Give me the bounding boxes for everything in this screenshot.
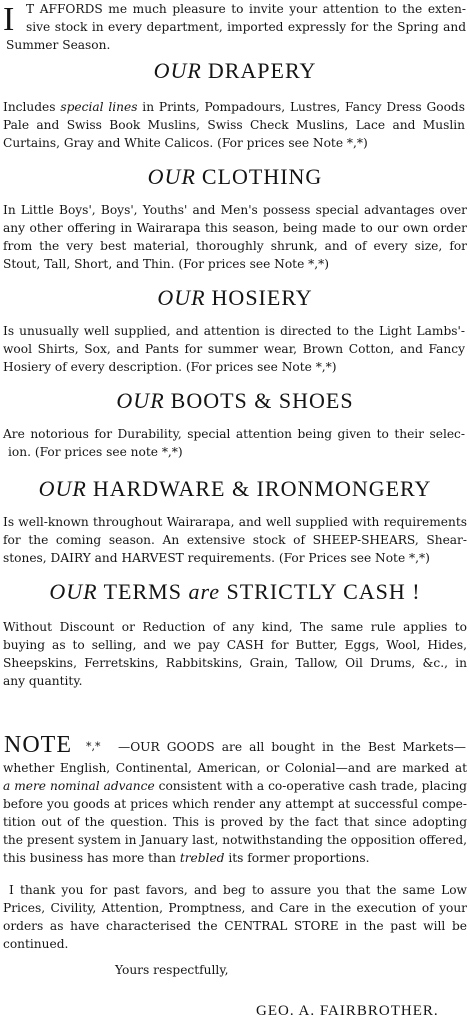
closing-line: orders as have characterised the CENTRAL STORE in the past will be	[3, 919, 467, 933]
clothing-line: In Little Boys', Boys', Youths' and Men's possess special advantages over	[3, 203, 467, 217]
note-line: this business has more than trebled its former proportions.	[3, 851, 370, 865]
note-mark: *,*	[86, 740, 101, 753]
intro-line: T AFFORDS me much pleasure to invite your attention to the exten-	[26, 2, 466, 16]
note-line: a mere nominal advance consistent with a co-operative cash trade, placing	[3, 779, 467, 793]
heading-drapery	[0, 58, 470, 84]
hardware-line: for the coming season. An extensive stock of SHEEP-SHEARS, Shear-	[3, 533, 467, 547]
heading-our: OUR	[153, 58, 202, 83]
closing-line: continued.	[3, 937, 69, 951]
terms-line: buying as to selling, and we pay CASH for Butter, Eggs, Wool, Hides,	[3, 638, 467, 652]
hosiery-line: Hosiery of every description. (For prices see Note *,*)	[3, 360, 337, 374]
note-line: before you goods at prices which render any attempt at successful compe-	[3, 797, 467, 811]
clothing-line: Stout, Tall, Short, and Thin. (For prices see Note *,*)	[3, 257, 329, 271]
intro-line: Summer Season.	[6, 38, 111, 52]
heading-title: STRICTLY CASH !	[226, 579, 421, 604]
closing-line: I thank you for past favors, and beg to assure you that the same Low	[9, 883, 467, 897]
drapery-line: Curtains, Gray and White Calicos. (For prices see Note *,*)	[3, 136, 368, 150]
heading-title: HOSIERY	[211, 285, 313, 310]
note-heading: NOTE	[4, 732, 72, 758]
heading-our: OUR	[38, 476, 87, 501]
heading-our: OUR	[157, 285, 206, 310]
note-line: the present system in January last, notwithstanding the opposition offered,	[3, 833, 467, 847]
drop-cap: I	[3, 1, 15, 38]
heading-our: OUR	[49, 579, 98, 604]
closing-line: Prices, Civility, Attention, Promptness, and Care in the execution of your	[3, 901, 467, 915]
boots-line: ion. (For prices see note *,*)	[8, 445, 183, 459]
clothing-line: from the very best material, thoroughly shrunk, and of every size, for	[3, 239, 467, 253]
heading-terms	[0, 579, 470, 605]
drapery-line: Pale and Swiss Book Muslins, Swiss Check Muslins, Lace and Muslin	[3, 118, 465, 132]
heading-title: DRAPERY	[207, 58, 317, 83]
terms-line: Sheepskins, Ferretskins, Rabbitskins, Grain, Tallow, Oil Drums, &c., in	[3, 656, 467, 670]
heading-hosiery	[0, 285, 470, 311]
closing-regards: Yours respectfully,	[115, 963, 229, 977]
heading-our: OUR	[116, 388, 165, 413]
heading-title: BOOTS & SHOES	[170, 388, 354, 413]
heading-hardware	[0, 476, 470, 502]
heading-title: TERMS	[103, 579, 182, 604]
intro-line: sive stock in every department, imported expressly for the Spring and	[26, 20, 466, 34]
heading-boots-shoes	[0, 388, 470, 414]
terms-line: Without Discount or Reduction of any kind, The same rule applies to	[3, 620, 467, 634]
heading-title: HARDWARE & IRONMONGERY	[92, 476, 432, 501]
hosiery-line: Is unusually well supplied, and attention is directed to the Light Lambs'-	[3, 324, 465, 338]
hosiery-line: wool Shirts, Sox, and Pants for summer wear, Brown Cotton, and Fancy	[3, 342, 465, 356]
hardware-line: stones, DAIRY and HARVEST requirements. (For Prices see Note *,*)	[3, 551, 430, 565]
heading-clothing	[0, 164, 470, 190]
clothing-line: any other offering in Wairarapa this season, being made to our own order	[3, 221, 467, 235]
drapery-line: Includes special lines in Prints, Pompadours, Lustres, Fancy Dress Goods	[3, 100, 465, 114]
note-line: whether English, Continental, American, or Colonial—and are marked at	[3, 761, 467, 775]
heading-title-em: are	[188, 579, 220, 604]
terms-line: any quantity.	[3, 674, 83, 688]
hardware-line: Is well-known throughout Wairarapa, and well supplied with requirements	[3, 515, 467, 529]
heading-title: CLOTHING	[201, 164, 323, 189]
note-line: tition out of the question. This is proved by the fact that since adopting	[3, 815, 467, 829]
signature: GEO. A. FAIRBROTHER.	[256, 1003, 439, 1019]
boots-line: Are notorious for Durability, special attention being given to their selec-	[3, 427, 465, 441]
heading-our: OUR	[147, 164, 196, 189]
note-line: —OUR GOODS are all bought in the Best Markets—	[118, 740, 466, 754]
